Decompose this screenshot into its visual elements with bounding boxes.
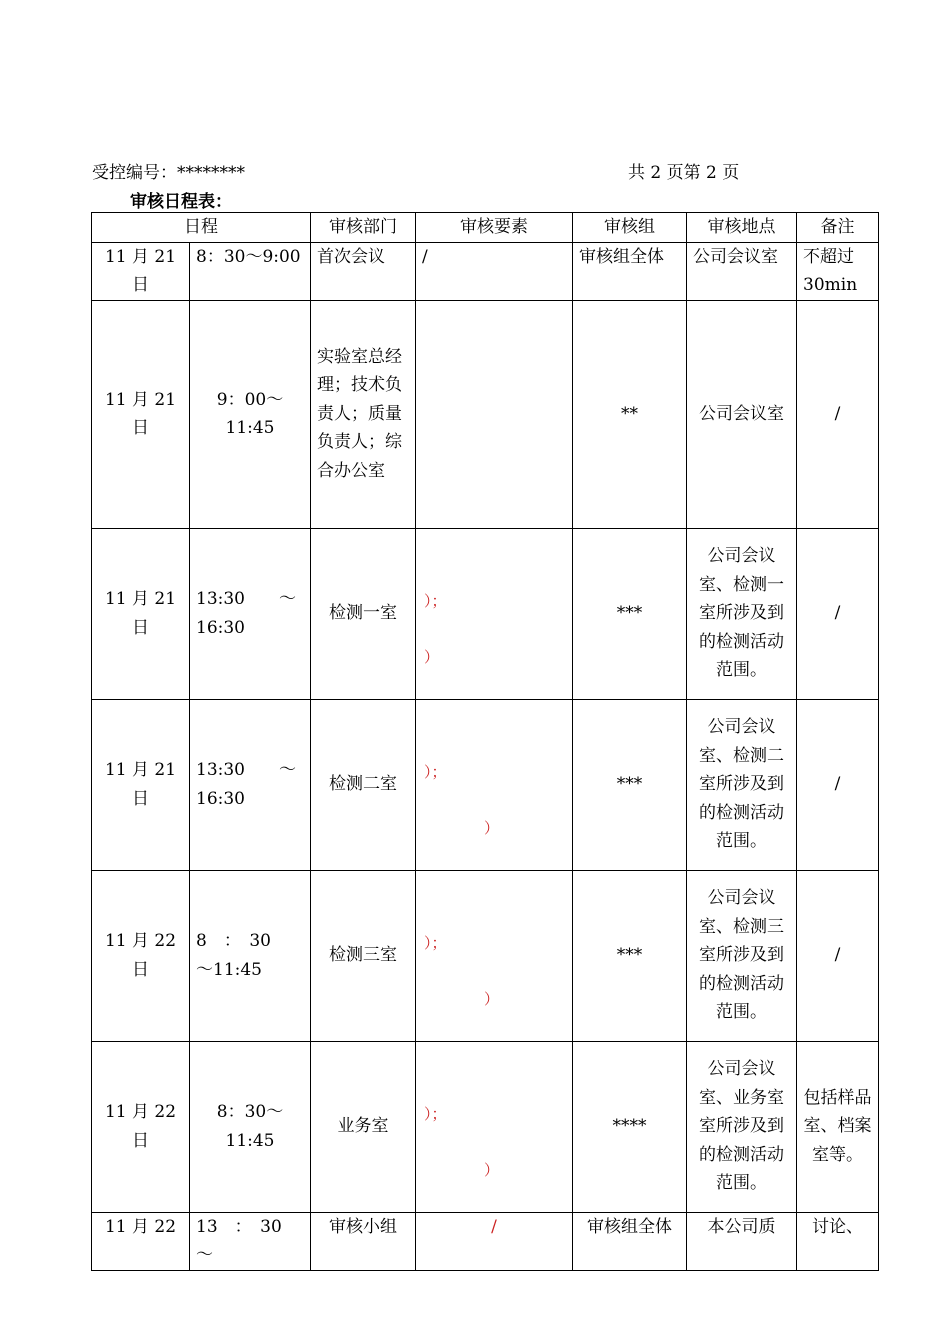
element-cell <box>416 699 573 870</box>
col-place: 审核地点 <box>687 213 797 243</box>
group-cell: *** <box>573 870 687 1041</box>
note-cell: 讨论、 <box>797 1212 879 1270</box>
col-element: 审核要素 <box>416 213 573 243</box>
element-mark: ） <box>424 647 440 666</box>
element-cell <box>416 870 573 1041</box>
place-cell: 公司会议室、检测一室所涉及到的检测活动范围。 <box>687 528 797 699</box>
col-group: 审核组 <box>573 213 687 243</box>
time-cell: 13 ： 30 ～ <box>190 1212 311 1270</box>
date-cell: 11 月 21 日 <box>92 300 190 528</box>
place-cell: 公司会议室、检测三室所涉及到的检测活动范围。 <box>687 870 797 1041</box>
col-dept: 审核部门 <box>311 213 416 243</box>
date-cell: 11 月 22 <box>92 1212 190 1270</box>
group-cell: *** <box>573 699 687 870</box>
element-mark: ）； <box>424 762 447 781</box>
element-cell <box>416 528 573 699</box>
group-cell: 审核组全体 <box>573 242 687 300</box>
dept-cell: 检测一室 <box>311 528 416 699</box>
dept-cell: 审核小组 <box>311 1212 416 1270</box>
element-mark: ） <box>484 1160 500 1179</box>
note-cell: 不超过 30min <box>797 242 879 300</box>
note-cell: / <box>797 699 879 870</box>
time-cell: 8：30～11:45 <box>190 1041 311 1212</box>
dept-cell: 检测三室 <box>311 870 416 1041</box>
col-note: 备注 <box>797 213 879 243</box>
table-row <box>92 870 879 1041</box>
control-number: 受控编号：******** <box>92 163 245 183</box>
dept-cell: 实验室总经理；技术负责人；质量负责人；综合办公室 <box>311 300 416 528</box>
group-cell: **** <box>573 1041 687 1212</box>
dept-cell: 检测二室 <box>311 699 416 870</box>
group-cell: *** <box>573 528 687 699</box>
time-cell: 13:30 ～16:30 <box>190 528 311 699</box>
element-cell <box>416 1041 573 1212</box>
element-cell <box>416 300 573 528</box>
time-cell: 8 ： 30 ～11:45 <box>190 870 311 1041</box>
time-cell: 8：30～9:00 <box>190 242 311 300</box>
table-row <box>92 1212 879 1270</box>
element-cell: / <box>416 242 573 300</box>
table-row <box>92 699 879 870</box>
place-cell: 公司会议室 <box>687 242 797 300</box>
element-mark: ）； <box>424 933 447 952</box>
time-cell: 9：00～11:45 <box>190 300 311 528</box>
table-row <box>92 300 879 528</box>
col-schedule: 日程 <box>92 213 311 243</box>
place-cell: 公司会议室 <box>687 300 797 528</box>
element-mark: ） <box>484 818 500 837</box>
date-cell: 11 月 21 日 <box>92 242 190 300</box>
note-cell: 包括样品室、档案室等。 <box>797 1041 879 1212</box>
note-cell: / <box>797 528 879 699</box>
group-cell: 审核组全体 <box>573 1212 687 1270</box>
header-row <box>92 213 879 243</box>
table-row <box>92 242 879 300</box>
element-mark: ） <box>484 989 500 1008</box>
note-cell: / <box>797 870 879 1041</box>
schedule-title: 审核日程表： <box>130 192 232 212</box>
element-mark: ）； <box>424 591 447 610</box>
place-cell: 公司会议室、检测二室所涉及到的检测活动范围。 <box>687 699 797 870</box>
date-cell: 11 月 21 日 <box>92 528 190 699</box>
element-cell: / <box>416 1212 573 1270</box>
table-row <box>92 1041 879 1212</box>
group-cell: ** <box>573 300 687 528</box>
date-cell: 11 月 22 日 <box>92 1041 190 1212</box>
time-cell: 13:30 ～16:30 <box>190 699 311 870</box>
place-cell: 本公司质 <box>687 1212 797 1270</box>
place-cell: 公司会议室、业务室室所涉及到的检测活动范围。 <box>687 1041 797 1212</box>
page-info: 共 2 页第 2 页 <box>628 163 740 183</box>
note-cell: / <box>797 300 879 528</box>
element-mark: ）； <box>424 1104 447 1123</box>
dept-cell: 首次会议 <box>311 242 416 300</box>
table-row <box>92 528 879 699</box>
dept-cell: 业务室 <box>311 1041 416 1212</box>
date-cell: 11 月 22 日 <box>92 870 190 1041</box>
audit-schedule-table <box>91 212 879 1271</box>
date-cell: 11 月 21 日 <box>92 699 190 870</box>
